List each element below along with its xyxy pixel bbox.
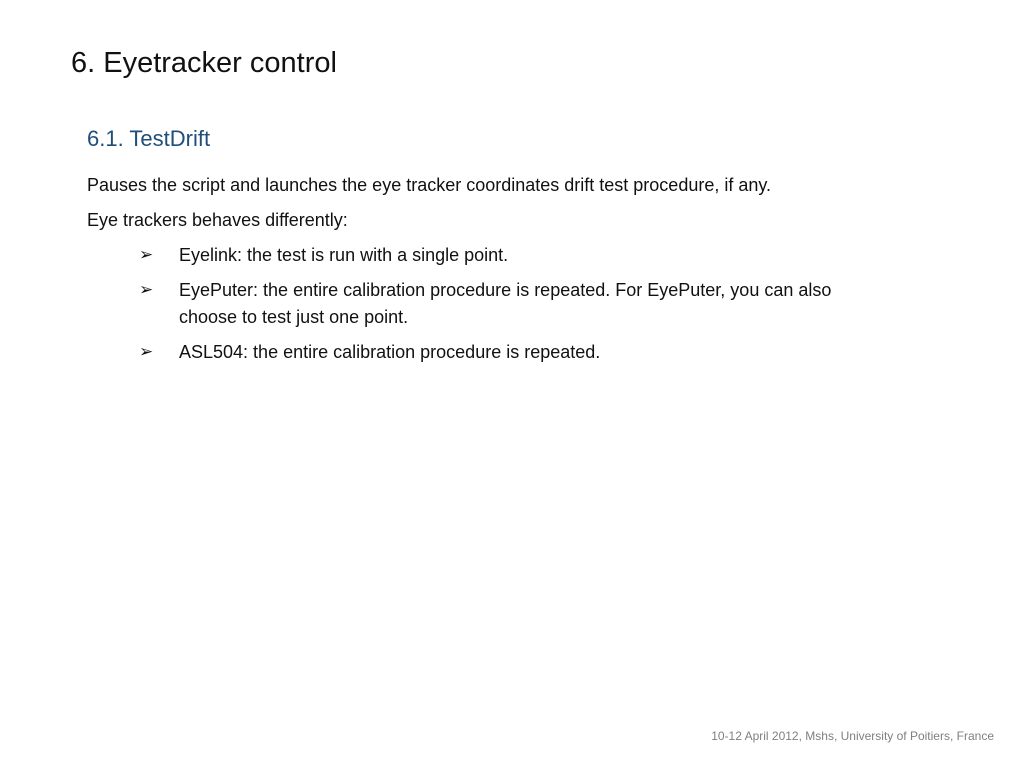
list-item xyxy=(87,242,859,269)
footer-text: 10-12 April 2012, Mshs, University of Poitiers, France xyxy=(711,729,994,743)
bullet-text: ASL504: the entire calibration procedure is repeated. xyxy=(179,342,601,362)
lead-paragraph: Eye trackers behaves differently: xyxy=(87,210,348,230)
slide-title: 6. Eyetracker control xyxy=(71,47,337,79)
arrow-bullet-icon: ➢ xyxy=(139,342,154,362)
slide-body xyxy=(87,172,867,374)
list-item xyxy=(87,277,859,331)
bullet-text: EyePuter: the entire calibration procedure is repeated. For EyePuter, you can also choose to test just one point. xyxy=(179,280,832,327)
bullet-text: Eyelink: the test is run with a single point. xyxy=(179,245,509,265)
bullet-list xyxy=(87,242,867,366)
section-subtitle: 6.1. TestDrift xyxy=(87,126,211,151)
list-item xyxy=(87,339,859,366)
arrow-bullet-icon: ➢ xyxy=(139,280,154,300)
intro-paragraph: Pauses the script and launches the eye tracker coordinates drift test procedure, if any. xyxy=(87,175,772,195)
arrow-bullet-icon: ➢ xyxy=(139,245,154,265)
